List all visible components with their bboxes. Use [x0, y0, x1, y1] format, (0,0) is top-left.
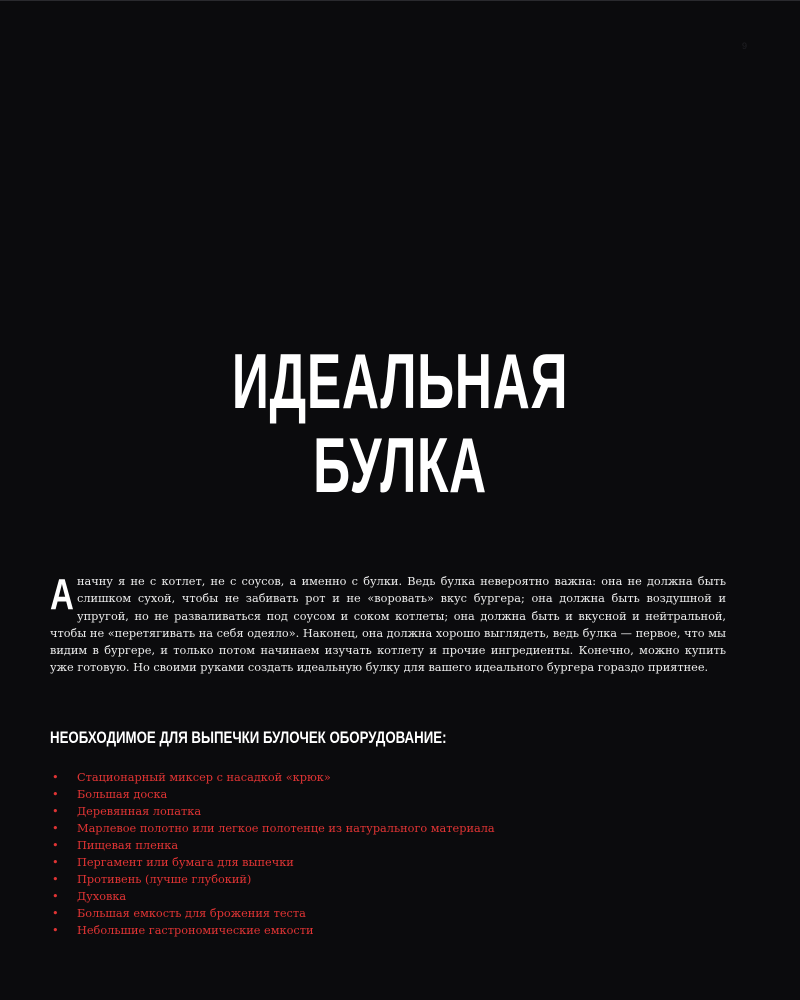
list-item-label: Противень (лучше глубокий) — [77, 873, 252, 886]
title-line-2: БУЛКА — [313, 421, 487, 509]
intro-text: начну я не с котлет, не с соусов, а именно с булки. Ведь булка невероятно важна: она не должна быть слишком сухой, чтобы не забивать рот и не «воровать» вкус бургера; она должна быть воздушной и упругой, но не разваливаться под соусом и соком котлеты; она должна быть и вкусной и нейтральной, чтобы не «перетягивать на себя одеяло». Наконец, она должна хорошо выглядеть, ведь булка — первое, что мы видим в бургере, и только потом начинаем изучать котлету и прочие ингредиенты. Конечно, можно купить уже готовую. Но своими руками создать идеальную булку для вашего идеального бургера гораздо приятнее. — [50, 575, 726, 675]
list-item — [50, 854, 495, 871]
list-item-label: Духовка — [77, 890, 127, 903]
list-item-label: Деревянная лопатка — [77, 805, 202, 818]
bullet-icon: • — [52, 822, 59, 835]
equipment-list — [50, 769, 495, 939]
list-item — [50, 837, 495, 854]
intro-paragraph — [50, 570, 726, 677]
list-item — [50, 769, 495, 786]
bullet-icon: • — [52, 771, 59, 784]
list-item — [50, 820, 495, 837]
list-item-label: Большая доска — [77, 788, 168, 801]
page-number: 9 — [742, 41, 748, 51]
list-item — [50, 888, 495, 905]
bullet-icon: • — [52, 907, 59, 920]
bullet-icon: • — [52, 873, 59, 886]
bullet-icon: • — [52, 788, 59, 801]
list-item — [50, 786, 495, 803]
bullet-icon: • — [52, 924, 59, 937]
bullet-icon: • — [52, 890, 59, 903]
list-item-label: Пищевая пленка — [77, 839, 179, 852]
equipment-heading: НЕОБХОДИМОЕ ДЛЯ ВЫПЕЧКИ БУЛОЧЕК ОБОРУДОВАНИЕ: — [50, 728, 447, 747]
list-item — [50, 871, 495, 888]
list-item — [50, 803, 495, 820]
list-item — [50, 905, 495, 922]
page-title — [0, 339, 800, 507]
list-item-label: Стационарный миксер с насадкой «крюк» — [77, 771, 331, 784]
list-item-label: Большая емкость для брожения теста — [77, 907, 306, 920]
list-item-label: Пергамент или бумага для выпечки — [77, 856, 294, 869]
drop-cap: А — [50, 570, 74, 619]
title-line-1: ИДЕАЛЬНАЯ — [231, 337, 569, 425]
bullet-icon: • — [52, 856, 59, 869]
list-item — [50, 922, 495, 939]
list-item-label: Марлевое полотно или легкое полотенце из натурального материала — [77, 822, 495, 835]
list-item-label: Небольшие гастрономические емкости — [77, 924, 314, 937]
bullet-icon: • — [52, 805, 59, 818]
bullet-icon: • — [52, 839, 59, 852]
